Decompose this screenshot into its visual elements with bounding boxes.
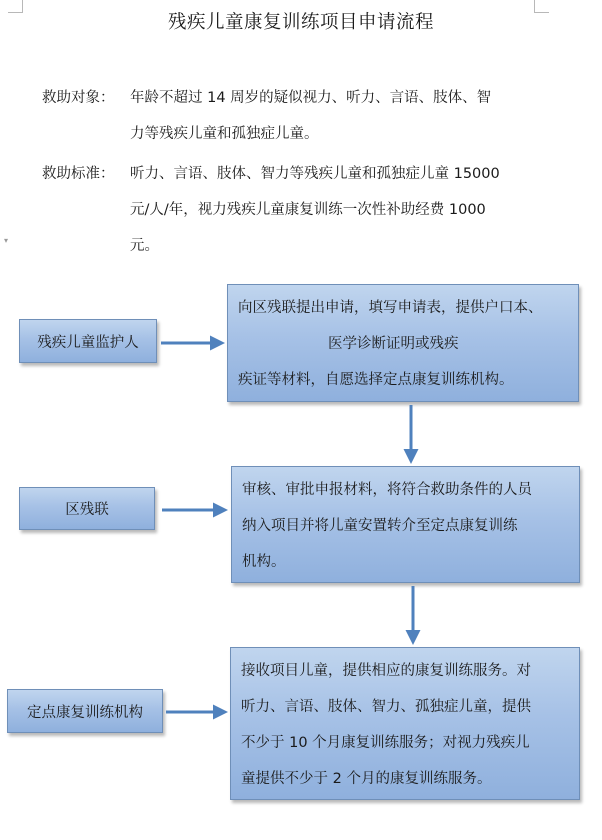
standard-line: 听力、言语、肢体、智力等残疾儿童和孤独症儿童 15000 bbox=[130, 166, 500, 182]
step-text-line: 纳入项目并将儿童安置转介至定点康复训练 bbox=[242, 518, 518, 534]
step-text-line: 机构。 bbox=[242, 554, 286, 570]
step-text-line: 童提供不少于 2 个月的康复训练服务。 bbox=[241, 771, 492, 787]
standard-line: 元。 bbox=[130, 238, 159, 254]
step-text-line: 医学诊断证明或残疾 bbox=[328, 336, 459, 352]
role-label: 区残联 bbox=[65, 502, 109, 518]
role-label: 定点康复训练机构 bbox=[27, 704, 143, 721]
subject-line: 年龄不超过 14 周岁的疑似视力、听力、言语、肢体、智 bbox=[130, 90, 492, 106]
step-text-line: 不少于 10 个月康复训练服务；对视力残疾儿 bbox=[241, 735, 530, 751]
step-text-line: 听力、言语、肢体、智力、孤独症儿童，提供 bbox=[241, 699, 531, 715]
role-label: 残疾儿童监护人 bbox=[37, 334, 139, 351]
standard-label: 救助标准： bbox=[42, 166, 115, 182]
subject-line: 力等残疾儿童和孤独症儿童。 bbox=[130, 126, 319, 142]
step-text-line: 疾证等材料，自愿选择定点康复训练机构。 bbox=[238, 372, 514, 388]
subject-label: 救助对象： bbox=[42, 90, 115, 106]
margin-marker-icon: ▾ bbox=[4, 236, 9, 245]
standard-line: 元/人/年，视力残疾儿童康复训练一次性补助经费 1000 bbox=[130, 202, 486, 218]
step-text-line: 接收项目儿童，提供相应的康复训练服务。对 bbox=[241, 663, 531, 679]
step-text-line: 审核、审批申报材料，将符合救助条件的人员 bbox=[242, 482, 532, 498]
page-title: 残疾儿童康复训练项目申请流程 bbox=[167, 12, 434, 33]
step-text-line: 向区残联提出申请，填写申请表，提供户口本、 bbox=[238, 300, 543, 316]
